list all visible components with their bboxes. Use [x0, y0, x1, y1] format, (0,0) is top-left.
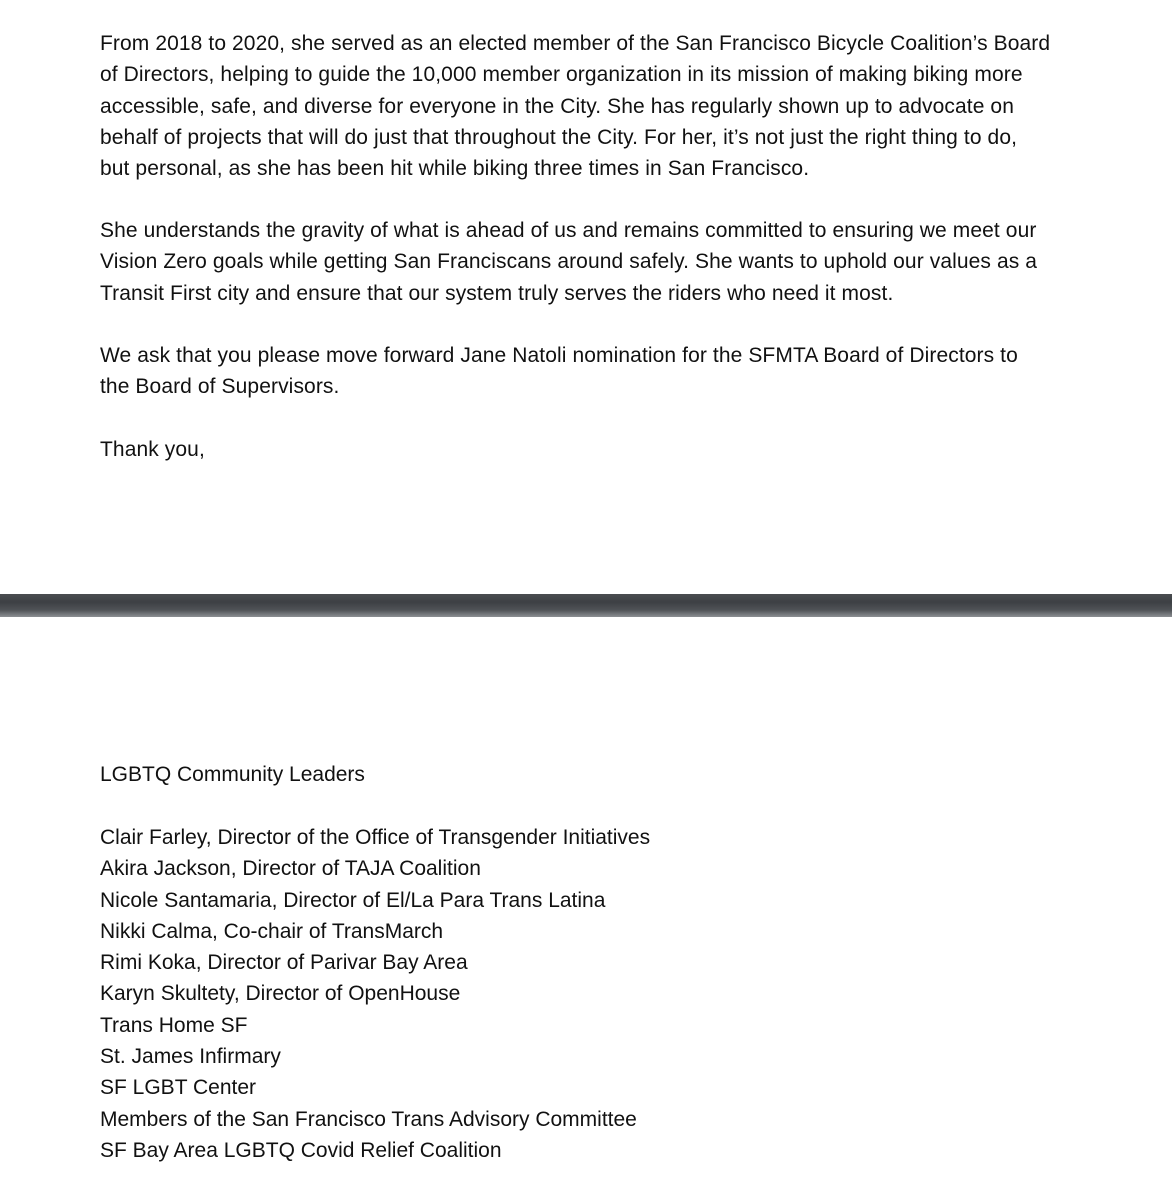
- signer-item: Clair Farley, Director of the Office of Transgender Initiatives: [100, 826, 651, 849]
- signer-item: Rimi Koka, Director of Parivar Bay Area: [100, 951, 468, 975]
- letter-paragraph: We ask that you please move forward Jane Natoli nomination for the SFMTA Board of Directors to the Board of Supervisors.: [100, 344, 1018, 399]
- page-separator: [0, 594, 1172, 617]
- signer-item: Nikki Calma, Co-chair of TransMarch: [100, 919, 444, 943]
- signer-item: St. James Infirmary: [100, 1045, 281, 1069]
- signer-item: Karyn Skultety, Director of OpenHouse: [100, 982, 461, 1006]
- signer-item: SF LGBT Center: [100, 1076, 257, 1100]
- letter-closing: Thank you,: [100, 438, 205, 461]
- signers-list: [100, 822, 650, 1166]
- signer-item: SF Bay Area LGBTQ Covid Relief Coalition: [100, 1138, 502, 1162]
- signer-item: Nicole Santamaria, Director of El/La Para Trans Latina: [100, 888, 606, 912]
- signers-heading: LGBTQ Community Leaders: [100, 763, 365, 786]
- signer-item: Akira Jackson, Director of TAJA Coalition: [100, 857, 481, 881]
- signer-item: Trans Home SF: [100, 1013, 248, 1037]
- letter-paragraph: From 2018 to 2020, she served as an elected member of the San Francisco Bicycle Coalition’s Board of Directors, helping to guide the 10,000 member organization in its mission of making biking more accessible, safe, and diverse for everyone in the City. She has regularly shown up to advocate on behalf of projects that will do just that throughout the City. For her, it’s not just the right thing to do, but personal, as she has been hit while biking three times in San Francisco.: [100, 32, 1051, 181]
- document-page-1: [0, 0, 1172, 594]
- signer-item: Members of the San Francisco Trans Advisory Committee: [100, 1107, 637, 1131]
- letter-paragraph: She understands the gravity of what is ahead of us and remains committed to ensuring we meet our Vision Zero goals while getting San Franciscans around safely. She wants to uphold our values as a Transit First city and ensure that our system truly serves the riders who need it most.: [100, 219, 1038, 305]
